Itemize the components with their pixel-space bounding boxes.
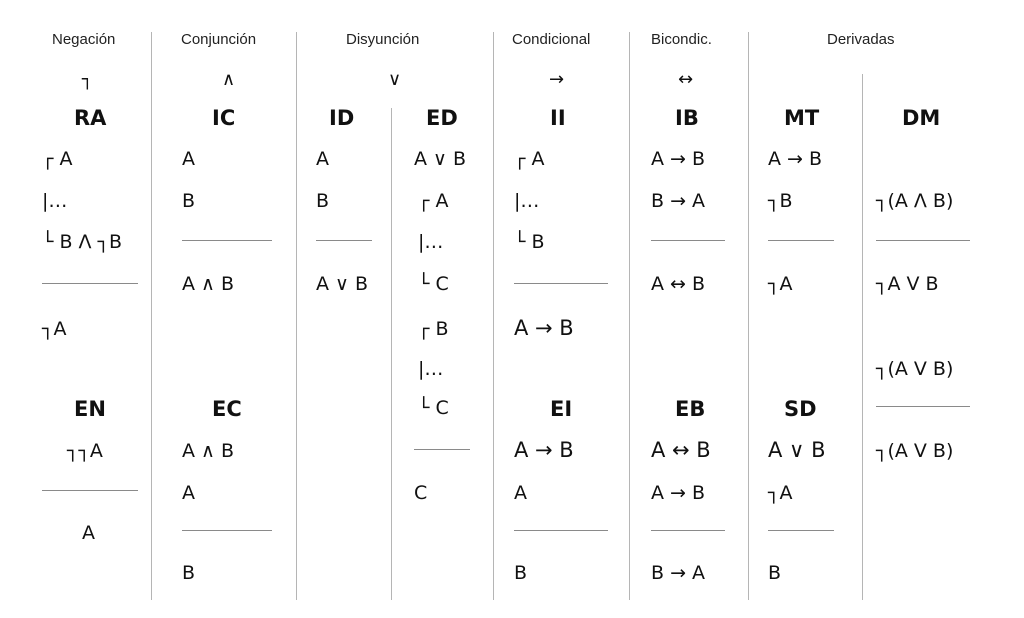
header-negacion: Negación (52, 31, 116, 48)
rule-name-mt: MT (784, 106, 820, 130)
premise-line: └ C (418, 273, 449, 295)
inference-line (42, 283, 138, 284)
rule-name-ii: II (550, 106, 566, 130)
premise-line: |… (514, 190, 540, 212)
premise-line: A ∨ B (768, 438, 826, 462)
conclusion-line: B (514, 562, 528, 584)
symbol-conjuncion: ∧ (222, 69, 236, 90)
premise-line: A → B (651, 482, 706, 504)
rule-name-ed: ED (426, 106, 458, 130)
symbol-disyuncion: ∨ (388, 69, 402, 90)
conclusion-line: A ∧ B (182, 273, 235, 295)
column-divider (391, 108, 392, 600)
premise-line: B → A (651, 190, 706, 212)
premise-line: ┌ B (418, 318, 449, 340)
inference-line (651, 530, 725, 531)
conclusion-line: ┐(A V B) (876, 440, 954, 462)
header-bicondicional: Bicondic. (651, 31, 712, 48)
premise-line: |… (42, 190, 68, 212)
symbol-negacion: ┐ (82, 69, 93, 90)
inference-line (768, 530, 834, 531)
inference-line (651, 240, 725, 241)
inference-line (414, 449, 470, 450)
premise-line: B (316, 190, 330, 212)
premise-line: ┐┐A (67, 440, 103, 462)
inference-line (514, 283, 608, 284)
rule-name-ra: RA (74, 106, 107, 130)
inference-line (876, 406, 970, 407)
premise-line: A ↔ B (651, 438, 711, 462)
premise-line: A → B (768, 148, 823, 170)
conclusion-line: ┐A (42, 318, 67, 340)
inference-line (876, 240, 970, 241)
conclusion-line: B (768, 562, 782, 584)
rule-name-ib: IB (675, 106, 699, 130)
conclusion-line: B (182, 562, 196, 584)
premise-line: A ∨ B (414, 148, 467, 170)
inference-line (42, 490, 138, 491)
rule-name-sd: SD (784, 397, 817, 421)
inference-line (316, 240, 372, 241)
rule-name-ei: EI (550, 397, 573, 421)
premise-line: A (182, 482, 195, 504)
rule-name-en: EN (74, 397, 106, 421)
column-divider (296, 32, 297, 600)
premise-line: ┐B (768, 190, 793, 212)
column-divider (493, 32, 494, 600)
premise-line: B (182, 190, 196, 212)
conclusion-line: A ∨ B (316, 273, 369, 295)
premise-line: ┐(A Λ B) (876, 190, 954, 212)
conclusion-line: A ↔ B (651, 273, 706, 295)
conclusion-line: C (414, 482, 428, 504)
symbol-condicional: → (549, 69, 565, 90)
conclusion-line: A → B (514, 316, 574, 340)
rule-name-ic: IC (212, 106, 236, 130)
inference-line (182, 240, 272, 241)
column-divider (748, 32, 749, 600)
premise-line: ┌ A (42, 148, 73, 170)
premise-line: A (182, 148, 195, 170)
premise-line: A → B (514, 438, 574, 462)
header-derivadas: Derivadas (827, 31, 895, 48)
premise-line: |… (418, 358, 444, 380)
premise-line: └ B Λ ┐B (42, 231, 123, 253)
premise-line: ┌ A (514, 148, 545, 170)
premise-line: A → B (651, 148, 706, 170)
rule-name-eb: EB (675, 397, 706, 421)
rule-name-id: ID (329, 106, 355, 130)
column-divider (151, 32, 152, 600)
premise-line: └ B (514, 231, 545, 253)
conclusion-line: B → A (651, 562, 706, 584)
premise-line: A (316, 148, 329, 170)
rule-name-ec: EC (212, 397, 242, 421)
symbol-bicondicional: ↔ (678, 69, 694, 90)
premise-line: A (514, 482, 527, 504)
inference-line (182, 530, 272, 531)
header-condicional: Condicional (512, 31, 591, 48)
premise-line: A ∧ B (182, 440, 235, 462)
conclusion-line: ┐A (768, 273, 793, 295)
premise-line: |… (418, 231, 444, 253)
conclusion-line: A (82, 522, 95, 544)
premise-line: └ C (418, 397, 449, 419)
header-conjuncion: Conjunción (181, 31, 257, 48)
column-divider (862, 74, 863, 600)
rule-name-dm: DM (902, 106, 941, 130)
inference-line (514, 530, 608, 531)
inference-line (768, 240, 834, 241)
premise-line: ┐A (768, 482, 793, 504)
header-disyuncion: Disyunción (346, 31, 420, 48)
premise-line: ┐(A V B) (876, 358, 954, 380)
column-divider (629, 32, 630, 600)
premise-line: ┌ A (418, 190, 449, 212)
conclusion-line: ┐A V B (876, 273, 939, 295)
